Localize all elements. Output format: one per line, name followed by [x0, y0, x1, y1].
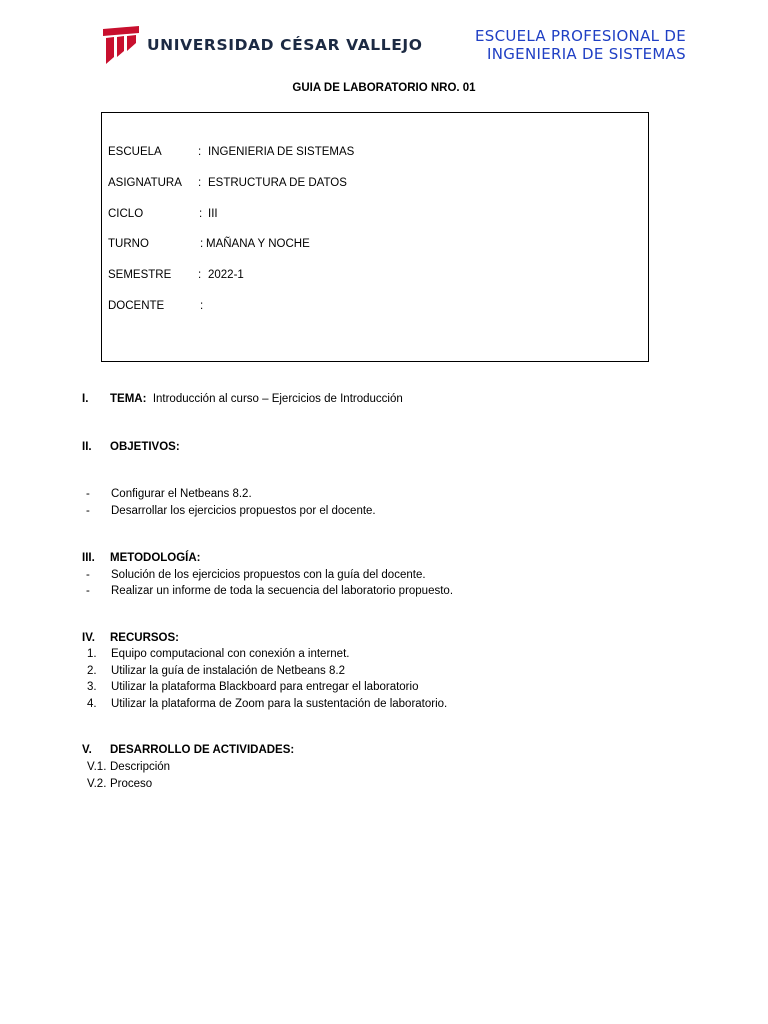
course-info-box [101, 112, 649, 362]
info-value: MAÑANA Y NOCHE [206, 238, 310, 250]
list-text: Descripción [110, 761, 171, 773]
section-number: I. [82, 393, 89, 405]
university-logo [103, 25, 423, 65]
info-label: ASIGNATURA [108, 177, 182, 189]
list-text: Realizar un informe de toda la secuencia del laboratorio propuesto. [111, 585, 454, 597]
info-value: III [208, 208, 218, 220]
school-line-2: INGENIERIA DE SISTEMAS [487, 45, 686, 63]
section-heading: DESARROLLO DE ACTIVIDADES: [110, 744, 295, 756]
list-marker: - [86, 585, 90, 597]
info-label: CICLO [108, 208, 144, 220]
list-text: Solución de los ejercicios propuestos con la guía del docente. [111, 569, 426, 581]
info-separator: : [199, 208, 203, 220]
section-number: V. [82, 744, 92, 756]
list-marker: - [86, 488, 90, 500]
list-marker: - [86, 505, 90, 517]
list-marker: V.2. [87, 778, 107, 790]
list-text: Configurar el Netbeans 8.2. [111, 488, 252, 500]
tema-text: Introducción al curso – Ejercicios de Introducción [152, 393, 403, 405]
document-title: GUIA DE LABORATORIO NRO. 01 [292, 82, 476, 94]
list-marker: 1. [87, 648, 97, 660]
info-label: TURNO [108, 238, 149, 250]
list-marker: 2. [87, 665, 97, 677]
list-marker: - [86, 569, 90, 581]
list-text: Utilizar la guía de instalación de Netbeans 8.2 [111, 665, 345, 677]
list-text: Equipo computacional con conexión a internet. [111, 648, 350, 660]
section-number: IV. [82, 632, 96, 644]
info-separator: : [200, 238, 204, 250]
tema-label: TEMA: [110, 393, 147, 405]
info-value: 2022-1 [208, 269, 244, 281]
school-line-1: ESCUELA PROFESIONAL DE [474, 27, 686, 45]
section-number: III. [82, 552, 95, 564]
info-separator: : [200, 300, 204, 312]
list-text: Utilizar la plataforma de Zoom para la sustentación de laboratorio. [111, 698, 448, 710]
list-marker: 4. [87, 698, 97, 710]
info-label: SEMESTRE [108, 269, 172, 281]
info-label: DOCENTE [108, 300, 165, 312]
list-marker: 3. [87, 681, 97, 693]
info-value: ESTRUCTURA DE DATOS [208, 177, 347, 189]
school-name [475, 27, 686, 63]
section-heading: RECURSOS: [110, 632, 180, 644]
info-separator: : [198, 146, 202, 158]
ucv-emblem-icon [103, 26, 139, 64]
section-heading: METODOLOGÍA: [110, 552, 201, 564]
section-heading [110, 393, 403, 405]
university-name: UNIVERSIDAD CÉSAR VALLEJO [147, 36, 423, 54]
list-text: Proceso [110, 778, 153, 790]
info-value: INGENIERIA DE SISTEMAS [208, 146, 355, 158]
list-text: Desarrollar los ejercicios propuestos por el docente. [111, 505, 376, 517]
list-text: Utilizar la plataforma Blackboard para entregar el laboratorio [111, 681, 419, 693]
section-number: II. [82, 441, 92, 453]
section-heading: OBJETIVOS: [110, 441, 180, 453]
info-separator: : [198, 177, 202, 189]
info-separator: : [198, 269, 202, 281]
list-marker: V.1. [87, 761, 107, 773]
info-label: ESCUELA [108, 146, 162, 158]
